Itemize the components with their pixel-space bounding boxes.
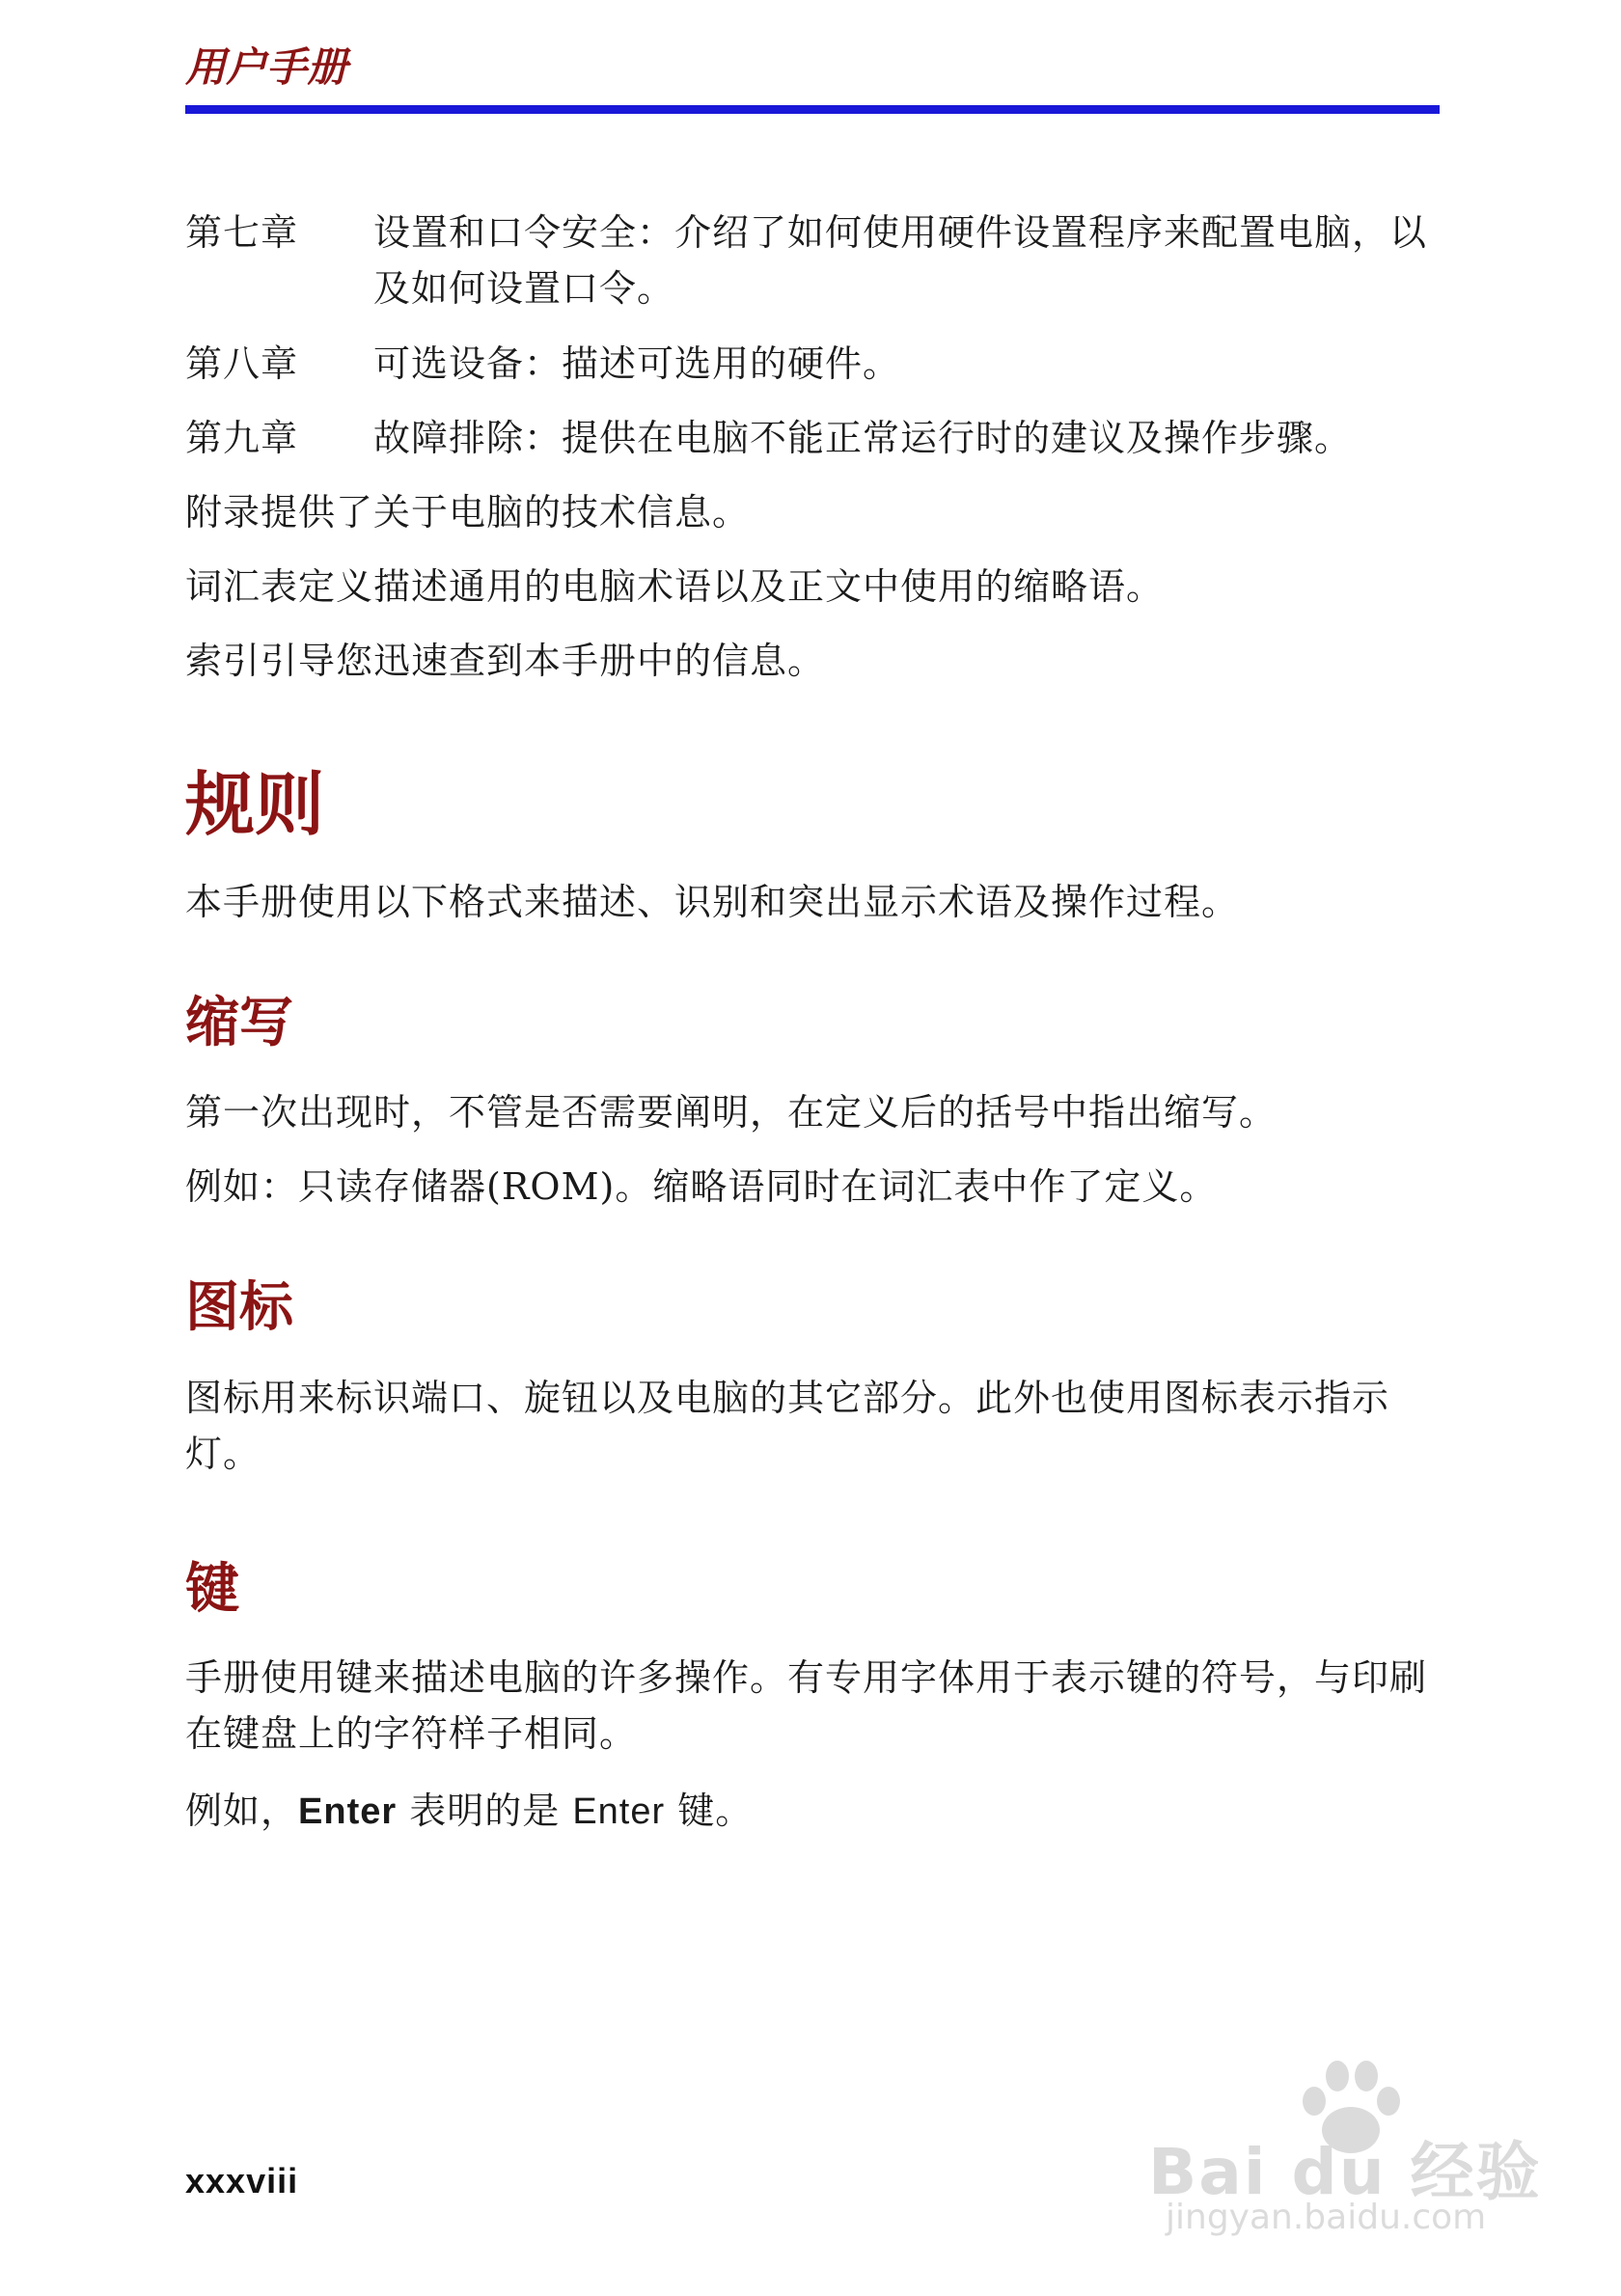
keys-example-prefix: 例如， [185,1790,299,1832]
index-paragraph: 索引引导您迅速查到本手册中的信息。 [185,640,826,682]
page-number: xxxviii [185,2161,299,2200]
abbreviations-example: 例如：只读存储器(ROM)。缩略语同时在词汇表中作了定义。 [185,1165,1218,1208]
keys-example [185,1783,1440,1840]
keys-example-suffix: 键。 [665,1790,754,1832]
chapter-desc: 可选设备：描述可选用的硬件。 [373,342,901,385]
chapter-row-8 [185,336,1440,392]
header-title: 用户手册 [185,44,348,90]
chapter-label: 第九章 [185,417,299,459]
abbreviations-paragraph: 第一次出现时，不管是否需要阐明，在定义后的括号中指出缩写。 [185,1091,1278,1134]
chapter-label: 第七章 [185,211,299,254]
chapter-label: 第八章 [185,342,299,385]
chapter-row-9 [185,410,1440,466]
conventions-heading: 规则 [185,767,325,844]
keys-paragraph: 手册使用键来描述电脑的许多操作。有专用字体用于表示键的符号，与印刷在键盘上的字符样子相同。 [185,1656,1428,1755]
header-rule [185,105,1440,114]
keys-heading: 键 [185,1558,239,1619]
abbreviations-heading: 缩写 [185,992,293,1052]
enter-key-symbol: Enter [298,1791,398,1832]
icons-heading: 图标 [185,1276,293,1337]
watermark-brand: Bai du 经验 [1148,2135,1542,2209]
chapter-desc: 故障排除：提供在电脑不能正常运行时的建议及操作步骤。 [373,417,1353,459]
glossary-paragraph: 词汇表定义描述通用的电脑术语以及正文中使用的缩略语。 [185,565,1165,608]
conventions-paragraph: 本手册使用以下格式来描述、识别和突出显示术语及操作过程。 [185,881,1240,923]
icons-paragraph: 图标用来标识端口、旋钮以及电脑的其它部分。此外也使用图标表示指示灯。 [185,1377,1390,1475]
appendix-paragraph: 附录提供了关于电脑的技术信息。 [185,491,751,533]
chapter-row-7 [185,205,1440,316]
watermark-url: jingyan.baidu.com [1166,2198,1487,2237]
enter-key-plain: Enter [572,1791,666,1832]
keys-example-middle: 表明的是 [397,1790,573,1832]
baidu-watermark [1148,2055,1553,2248]
chapter-desc: 设置和口令安全：介绍了如何使用硬件设置程序来配置电脑，以及如何设置口令。 [373,211,1428,310]
